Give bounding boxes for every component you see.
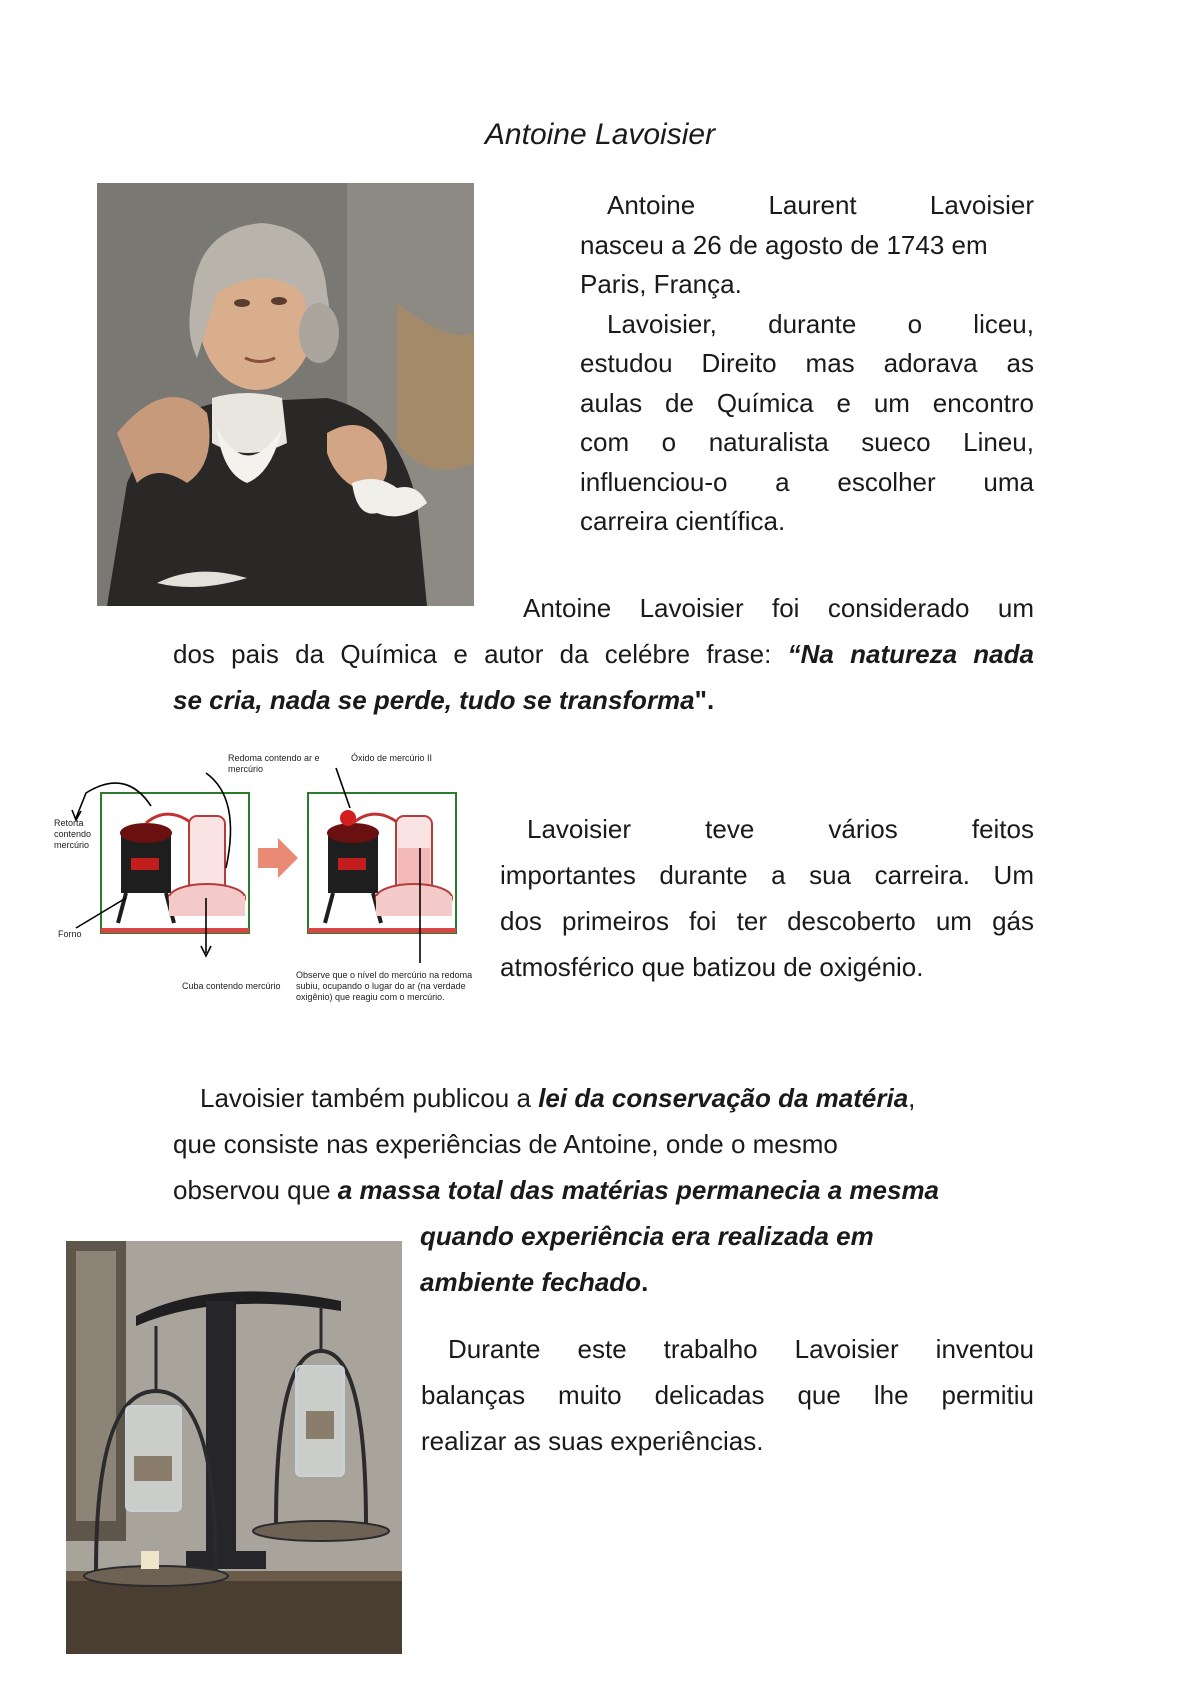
conservation-line-3 <box>173 1167 1034 1213</box>
discoveries-line-1: Lavoisier teve vários feitos <box>527 814 1034 844</box>
balances-line-1: Durante este trabalho Lavoisier inventou <box>448 1334 1034 1364</box>
quote-line-3-end: ". <box>694 685 715 715</box>
intro-paragraph <box>580 186 1034 542</box>
conservation-line-1-end: , <box>908 1083 916 1113</box>
conservation-line-2: que consiste nas experiências de Antoine, onde o mesmo <box>173 1129 838 1159</box>
quote-line-1: Antoine Lavoisier foi considerado um <box>523 593 1034 623</box>
discoveries-paragraph <box>500 806 1034 990</box>
intro-line-2: nasceu a 26 de agosto de 1743 em <box>580 229 988 260</box>
conservation-line-1-text: Lavoisier também publicou a <box>200 1083 539 1113</box>
intro-line-3: Paris, França. <box>580 269 742 299</box>
experiment-diagram <box>46 748 486 1016</box>
quote-line-3 <box>173 677 1034 723</box>
intro-line-8: influenciou-o a escolher uma <box>580 466 1034 497</box>
mass-statement-part-1: a massa total das matérias permanecia a mesma <box>337 1175 940 1205</box>
discoveries-line-2: importantes durante a sua carreira. Um <box>500 860 1034 890</box>
mass-statement-part-3: ambiente fechado <box>420 1267 642 1297</box>
intro-line-7: com o naturalista sueco Lineu, <box>580 427 1034 457</box>
quote-paragraph <box>173 585 1034 723</box>
portrait-image <box>97 183 474 606</box>
conservation-line-1 <box>173 1075 1034 1121</box>
balances-paragraph <box>421 1326 1034 1464</box>
label-retorta: Retorta contendo mercúrio <box>54 818 92 850</box>
balance-image <box>66 1241 402 1654</box>
law-name: lei da conservação da matéria <box>538 1083 909 1113</box>
discoveries-line-4: atmosférico que batizou de oxigénio. <box>500 952 924 982</box>
intro-line-5: estudou Direito mas adorava as <box>580 348 1034 378</box>
label-redoma: Redoma contendo ar e mercúrio <box>228 753 320 774</box>
famous-quote-part-1: “Na natureza nada <box>787 639 1034 669</box>
intro-line-4: Lavoisier, durante o liceu, <box>607 308 1034 339</box>
quote-line-2 <box>173 631 1034 677</box>
discoveries-line-3: dos primeiros foi ter descoberto um gás <box>500 906 1034 936</box>
conservation-line-5-end: . <box>641 1267 649 1297</box>
label-observe: Observe que o nível do mercúrio na redoma subiu, ocupando o lugar do ar (na verdade oxigênio) que reagiu com o mercúrio. <box>296 970 473 1002</box>
label-forno: Forno <box>58 929 82 939</box>
intro-line-1: Antoine Laurent Lavoisier <box>607 190 1034 220</box>
label-oxido: Óxido de mercúrio II <box>351 753 433 763</box>
label-cuba: Cuba contendo mercúrio <box>182 981 281 991</box>
intro-line-6: aulas de Química e um encontro <box>580 387 1034 418</box>
balances-line-2: balanças muito delicadas que lhe permitiu <box>421 1380 1034 1410</box>
intro-line-9: carreira científica. <box>580 506 786 536</box>
famous-quote-part-2: se cria, nada se perde, tudo se transforma <box>173 685 695 715</box>
quote-line-2-text: dos pais da Química e autor da celébre frase: <box>173 639 788 669</box>
balances-line-3: realizar as suas experiências. <box>421 1426 764 1456</box>
page-title: Antoine Lavoisier <box>484 118 716 151</box>
mass-statement-part-2: quando experiência era realizada em <box>420 1221 874 1251</box>
conservation-line-3-text: observou que <box>173 1175 338 1205</box>
